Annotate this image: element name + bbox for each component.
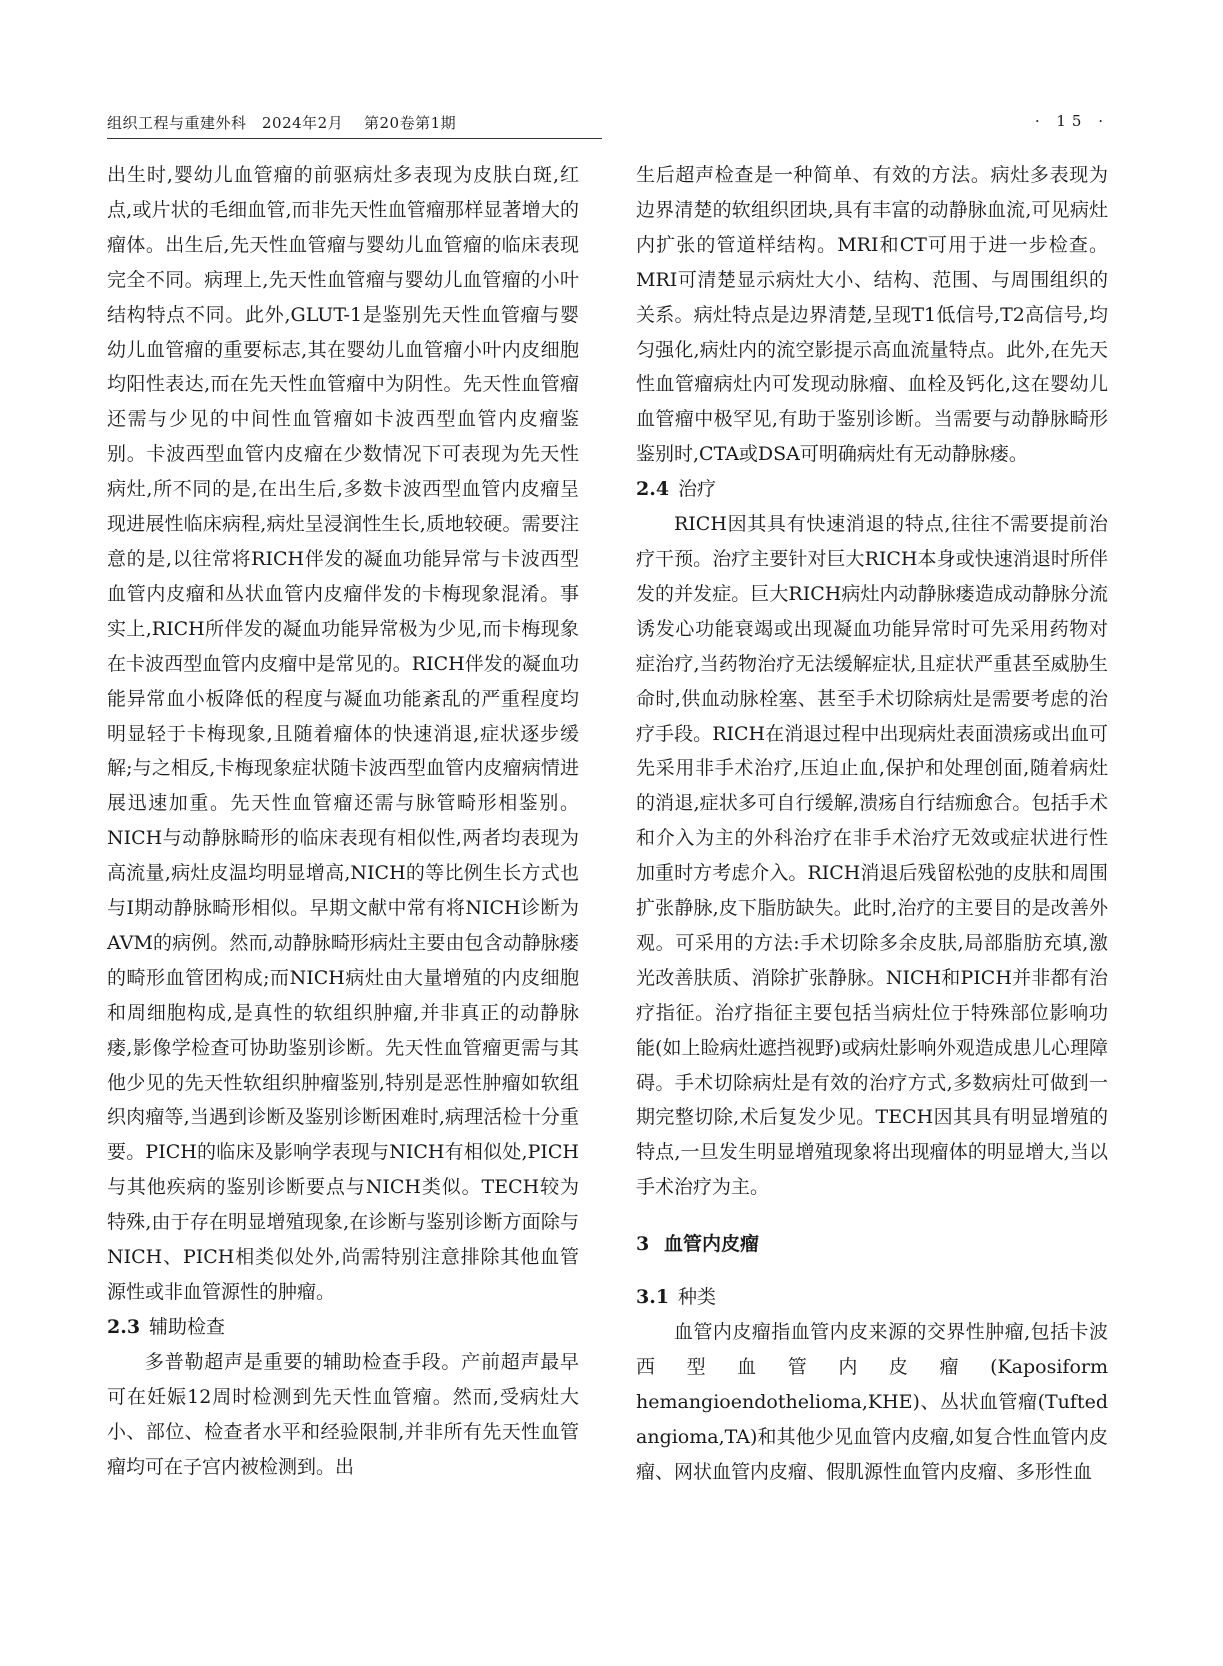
right-column bbox=[636, 158, 1108, 1490]
paragraph-auxiliary-exam: 多普勒超声是重要的辅助检查手段。产前超声最早可在妊娠12周时检测到先天性血管瘤。然而,受病灶大小、部位、检查者水平和经验限制,并非所有先天性血管瘤均可在子宫内被检测到。出 bbox=[107, 1350, 579, 1478]
paragraph-treatment: RICH因其具有快速消退的特点,往往不需要提前治疗干预。治疗主要针对巨大RICH本身或快速消退时所伴发的并发症。巨大RICH病灶内动静脉瘘造成动静脉分流诱发心功能衰竭或出现凝血功能异常时可先采用药物对症治疗,当药物治疗无法缓解症状,且症状严重甚至威胁生命时,供血动脉栓塞、甚至手术切除病灶是需要考虑的治疗手段。RICH在消退过程中出现病灶表面溃疡或出血可先采用非手术治疗,压迫止血,保护和处理创面,随着病灶的消退,症状多可自行缓解,溃疡自行结痂愈合。包括手术和介入为主的外科治疗在非手术治疗无效或症状进行性加重时方考虑介入。RICH消退后残留松弛的皮肤和周围扩张静脉,皮下脂肪缺失。此时,治疗的主要目的是改善外观。可采用的方法:手术切除多余皮肤,局部脂肪充填,激光改善肤质、消除扩张静脉。NICH和PICH并非都有治疗指征。治疗指征主要包括当病灶位于特殊部位影响功能(如上睑病灶遮挡视野)或病灶影响外观造成患儿心理障碍。手术切除病灶是有效的治疗方式,多数病灶可做到一期完整切除,术后复发少见。TECH因其具有明显增殖的特点,一旦发生明显增殖现象将出现瘤体的明显增大,当以手术治疗为主。 bbox=[636, 513, 1108, 1199]
paragraph-differential-diagnosis: 出生时,婴幼儿血管瘤的前驱病灶多表现为皮肤白斑,红点,或片状的毛细血管,而非先天性血管瘤那样显著增大的瘤体。出生后,先天性血管瘤与婴幼儿血管瘤的临床表现完全不同。病理上,先天性血管瘤与婴幼儿血管瘤的小叶结构特点不同。此外,GLUT-1是鉴别先天性血管瘤与婴幼儿血管瘤的重要标志,其在婴幼儿血管瘤小叶内皮细胞均阳性表达,而在先天性血管瘤中为阴性。先天性血管瘤还需与少见的中间性血管瘤如卡波西型血管内皮瘤鉴别。卡波西型血管内皮瘤在少数情况下可表现为先天性病灶,所不同的是,在出生后,多数卡波西型血管内皮瘤呈现进展性临床病程,病灶呈浸润性生长,质地较硬。需要注意的是,以往常将RICH伴发的凝血功能异常与卡波西型血管内皮瘤和丛状血管内皮瘤伴发的卡梅现象混淆。事实上,RICH所伴发的凝血功能异常极为少见,而卡梅现象在卡波西型血管内皮瘤中是常见的。RICH伴发的凝血功能异常血小板降低的程度与凝血功能紊乱的严重程度均明显轻于卡梅现象,且随着瘤体的快速消退,症状逐步缓解;与之相反,卡梅现象症状随卡波西型血管内皮瘤病情进展迅速加重。先天性血管瘤还需与脉管畸形相鉴别。NICH与动静脉畸形的临床表现有相似性,两者均表现为高流量,病灶皮温均明显增高,NICH的等比例生长方式也与Ⅰ期动静脉畸形相似。早期文献中常有将NICH诊断为AVM的病例。然而,动静脉畸形病灶主要由包含动静脉瘘的畸形血管团构成;而NICH病灶由大量增殖的内皮细胞和周细胞构成,是真性的软组织肿瘤,并非真正的动静脉瘘,影像学检查可协助鉴别诊断。先天性血管瘤更需与其他少见的先天性软组织肿瘤鉴别,特别是恶性肿瘤如软组织肉瘤等,当遇到诊断及鉴别诊断困难时,病理活检十分重要。PICH的临床及影响学表现与NICH有相似处,PICH与其他疾病的鉴别诊断要点与NICH类似。TECH较为特殊,由于存在明显增殖现象,在诊断与鉴别诊断方面除与NICH、PICH相类似处外,尚需特别注意排除其他血管源性或非血管源性的肿瘤。 bbox=[107, 164, 579, 1303]
section-title: 血管内皮瘤 bbox=[664, 1233, 760, 1256]
section-number: 2.4 bbox=[636, 478, 670, 501]
header-rule bbox=[107, 138, 602, 139]
section-number: 2.3 bbox=[107, 1315, 141, 1338]
section-number: 3.1 bbox=[636, 1286, 670, 1309]
section-heading-2-4 bbox=[636, 472, 1108, 507]
section-heading-3-1 bbox=[636, 1280, 1108, 1315]
left-column bbox=[107, 158, 579, 1484]
paragraph-imaging: 生后超声检查是一种简单、有效的方法。病灶多表现为边界清楚的软组织团块,具有丰富的动静脉血流,可见病灶内扩张的管道样结构。MRI和CT可用于进一步检查。MRI可清楚显示病灶大小、结构、范围、与周围组织的关系。病灶特点是边界清楚,呈现T1低信号,T2高信号,均匀强化,病灶内的流空影提示高血流量特点。此外,在先天性血管瘤病灶内可发现动脉瘤、血栓及钙化,这在婴幼儿血管瘤中极罕见,有助于鉴别诊断。当需要与动静脉畸形鉴别时,CTA或DSA可明确病灶有无动静脉瘘。 bbox=[636, 164, 1108, 466]
page-number: · 15 · bbox=[1034, 112, 1109, 130]
section-title: 种类 bbox=[678, 1286, 717, 1309]
section-title: 辅助检查 bbox=[149, 1315, 226, 1338]
paragraph-types: 血管内皮瘤指血管内皮来源的交界性肿瘤,包括卡波西型血管内皮瘤(Kaposiform hemangioendothelioma,KHE)、丛状血管瘤(Tufted angioma,TA)和其他少见血管内皮瘤,如复合性血管内皮瘤、网状血管内皮瘤、假肌源性血管内皮瘤、多形性血 bbox=[636, 1321, 1108, 1483]
section-heading-3 bbox=[636, 1227, 1108, 1262]
journal-info: 组织工程与重建外科 2024年2月 第20卷第1期 bbox=[107, 114, 457, 132]
section-title: 治疗 bbox=[678, 478, 717, 501]
section-number: 3 bbox=[636, 1233, 650, 1256]
section-heading-2-3 bbox=[107, 1310, 579, 1345]
running-header bbox=[107, 112, 1117, 142]
